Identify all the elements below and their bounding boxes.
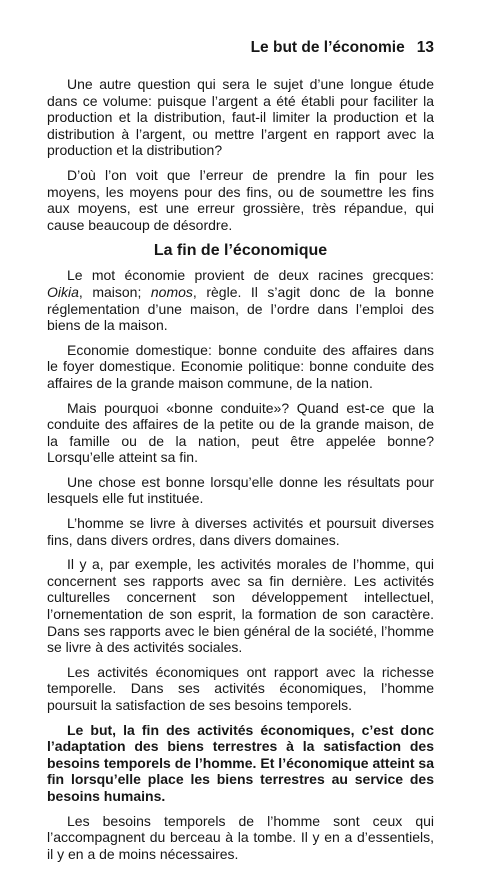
book-page bbox=[47, 38, 434, 870]
paragraph-4: Economie domestique: bonne conduite des affaires dans le foyer domestique. Economie politique: bonne conduite des affaires de la grande maison commune, de la nation. bbox=[47, 341, 434, 391]
paragraph-6: Une chose est bonne lorsqu’elle donne les résultats pour lesquels elle fut instituée. bbox=[47, 473, 434, 507]
paragraph-5: Mais pourquoi «bonne conduite»? Quand est-ce que la conduite des affaires de la petite ou de la grande maison, de la famille ou de la nation, peut être appelée bonne? Lorsqu’elle atteint sa fin. bbox=[47, 399, 434, 466]
running-head-title: Le but de l’économie bbox=[250, 39, 405, 56]
paragraph-9: Les activités économiques ont rapport avec la richesse temporelle. Dans ses activités économiques, l’homme poursuit la satisfaction de ses besoins temporels. bbox=[47, 663, 434, 713]
paragraph-8: Il y a, par exemple, les activités morales de l’homme, qui concernent ses rapports avec sa fin dernière. Les activités culturelles concernent son développement intellectuel, l’ornementation de son esprit, la formation de son caractère. Dans ses rapports avec le bien général de la société, l’homme se livre à des activités sociales. bbox=[47, 556, 434, 656]
running-head bbox=[47, 38, 434, 58]
paragraph-3 bbox=[47, 267, 434, 333]
paragraph-3-text-e: , règle. Il s’agit donc de la bonne réglementation d’une maison, de l’ordre dans l’emploi des biens de la maison. bbox=[47, 283, 434, 334]
page-number: 13 bbox=[416, 39, 434, 56]
paragraph-3-text-a: Le mot économie provient de deux racines grecques: bbox=[67, 267, 434, 284]
section-heading: La fin de l’économique bbox=[153, 242, 328, 260]
term-nomos: nomos bbox=[150, 283, 193, 300]
paragraph-11: Les besoins temporels de l’homme sont ceux qui l’accompagnent du berceau à la tombe. Il y en a d’essentiels, il y en a de moins nécessaires. bbox=[47, 812, 434, 862]
paragraph-10-emphasis: Le but, la fin des activités économiques, c’est donc l’adaptation des biens terrestres à la satisfaction des besoins temporels de l’homme. Et l’économique atteint sa fin lorsqu’elle place les biens terrestres au service des besoins humains. bbox=[47, 721, 434, 804]
paragraph-7: L’homme se livre à diverses activités et poursuit diverses fins, dans divers ordres, dans divers domaines. bbox=[47, 515, 434, 548]
paragraph-3-text-c: , maison; bbox=[78, 283, 151, 300]
paragraph-1: Une autre question qui sera le sujet d’une longue étude dans ce volume: puisque l’argent a été établi pour faciliter la production et la distribution, faut-il limiter la production et la distribution à l’argent, ou mettre l’argent en rapport avec la production et la distribution? bbox=[47, 76, 434, 159]
paragraph-2: D’où l’on voit que l’erreur de prendre la fin pour les moyens, les moyens pour des fins, ou de soumettre les fins aux moyens, est une erreur grossière, très répandue, qui cause beaucoup de désordre. bbox=[47, 166, 434, 233]
term-oikia: Oikia bbox=[47, 283, 79, 300]
